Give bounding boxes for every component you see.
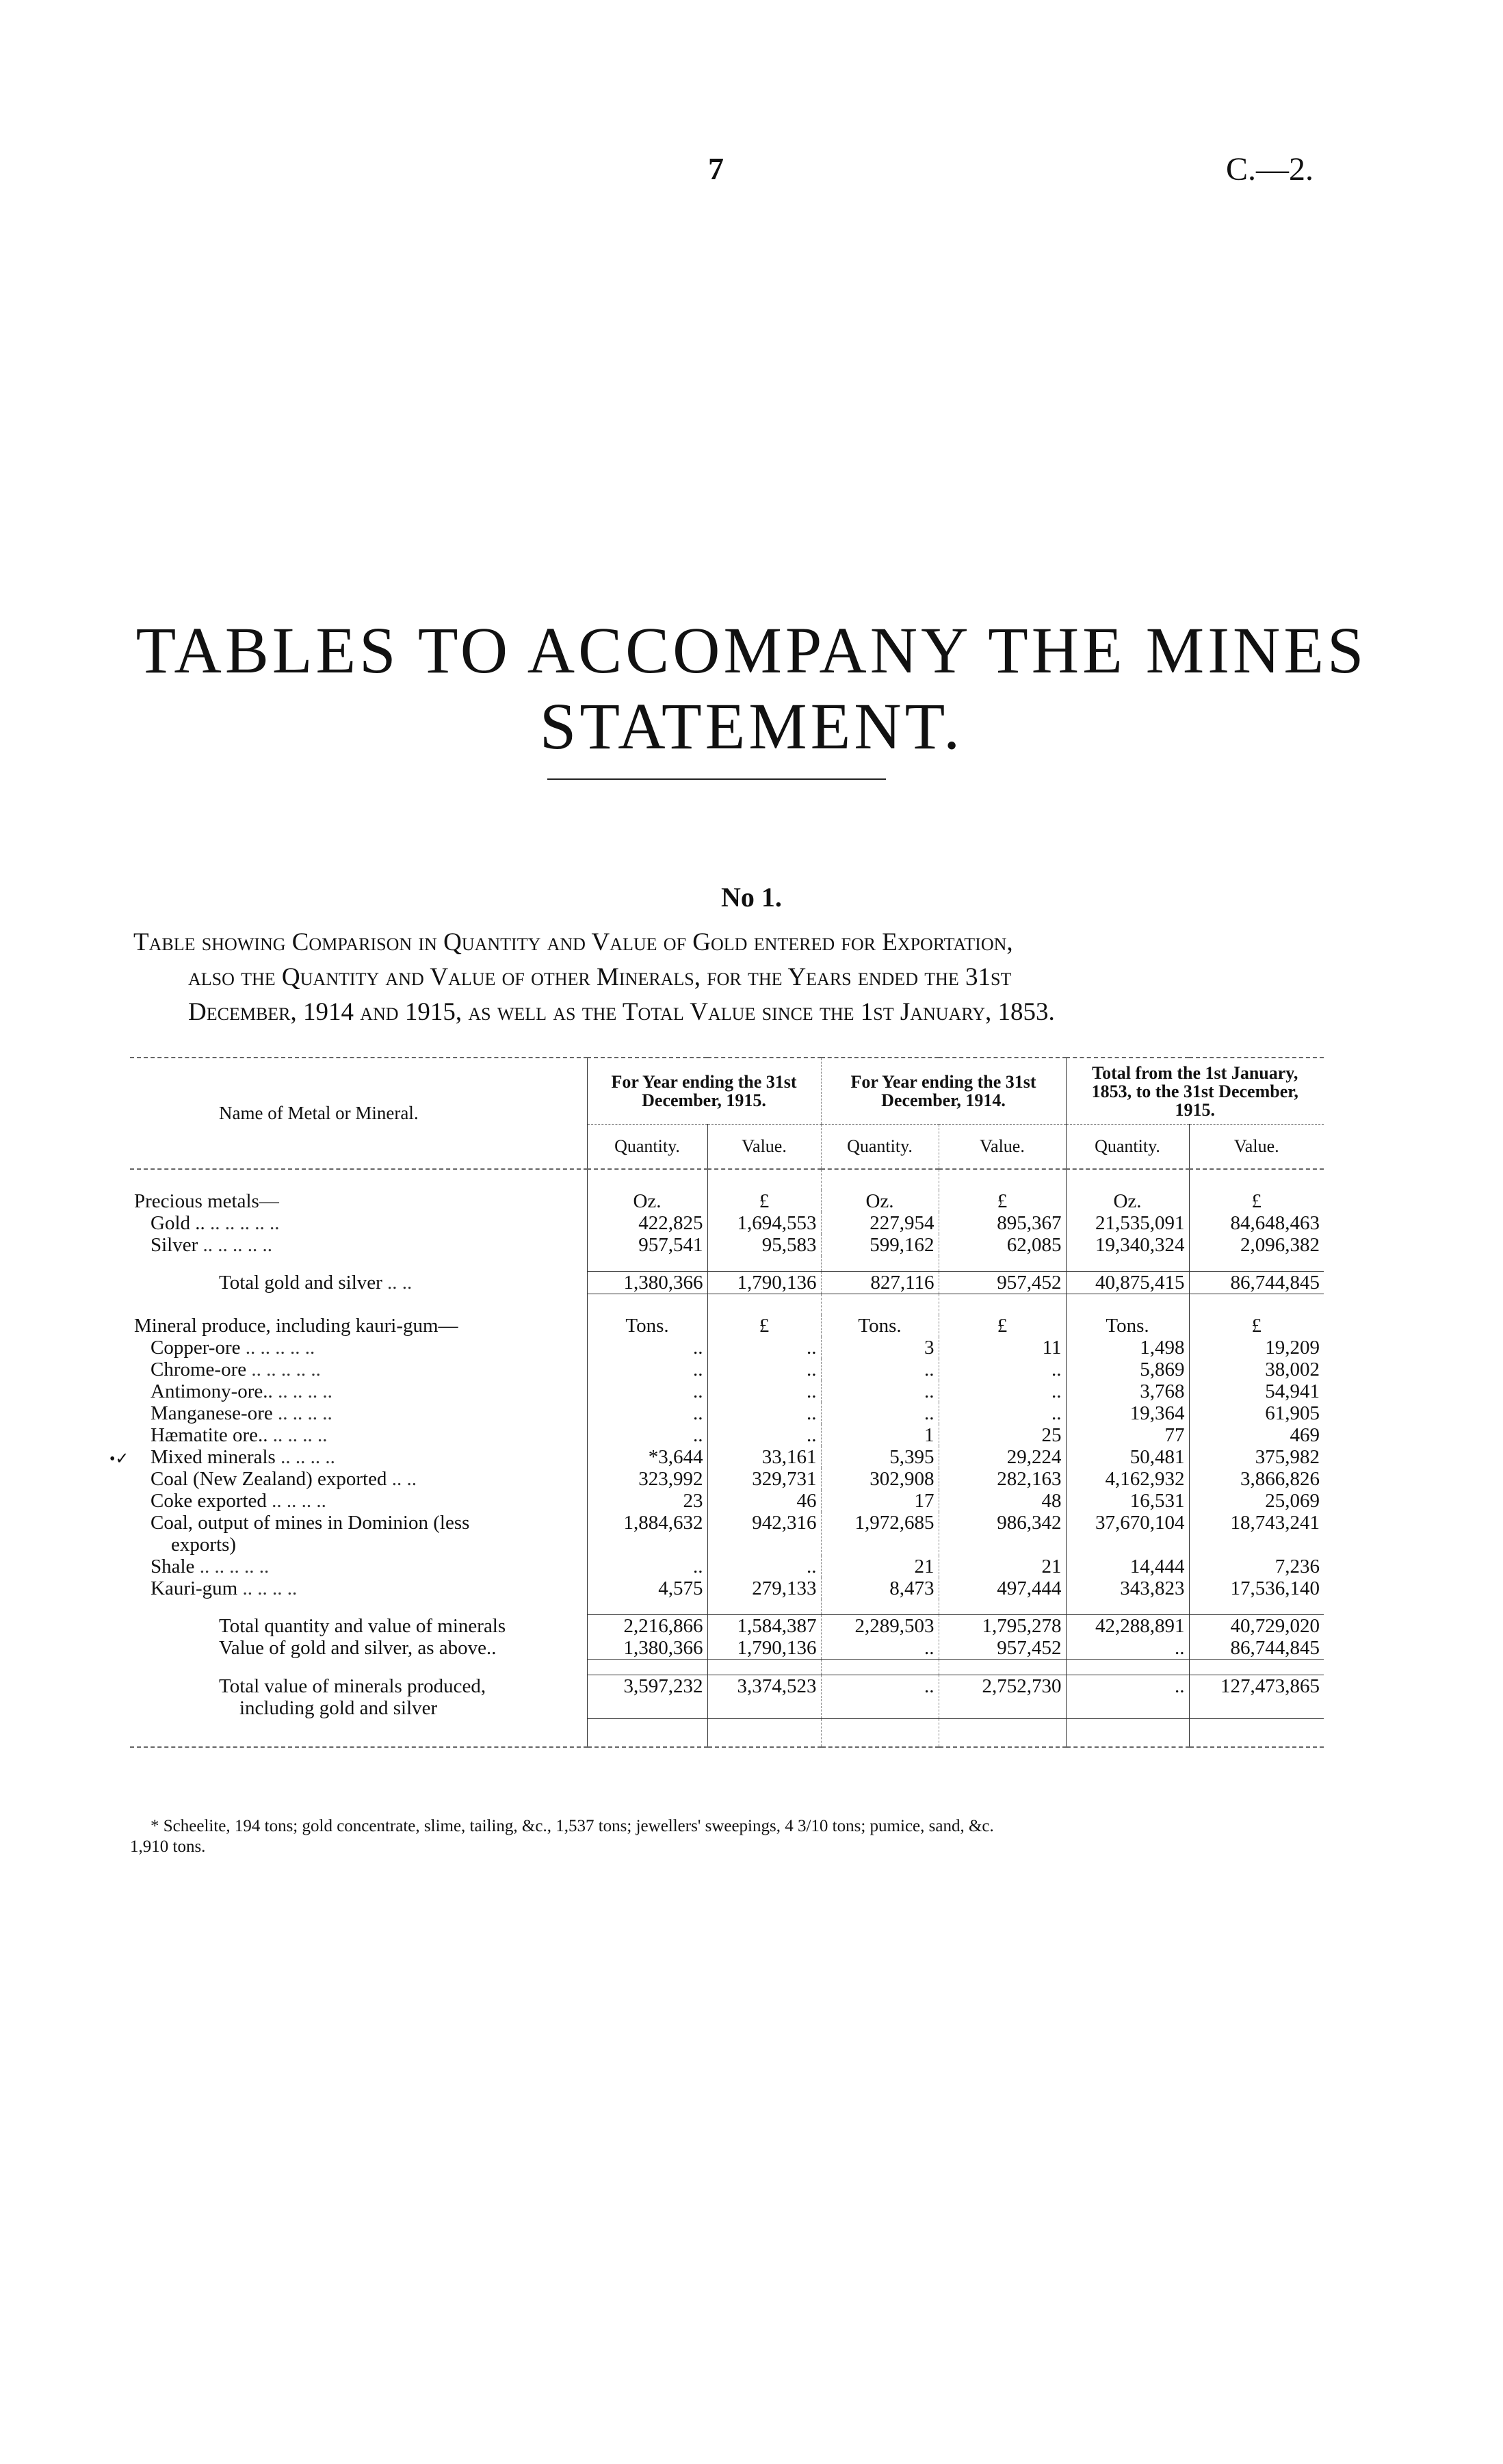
cell-value: 95,583 — [707, 1234, 821, 1256]
grand-total-row — [130, 1675, 1324, 1719]
cell-value: .. — [707, 1380, 821, 1402]
cell-value: 1,498 — [1066, 1337, 1189, 1359]
table-row — [130, 1424, 1324, 1446]
cell-value: 4,575 — [587, 1577, 707, 1599]
cell-value: 986,342 — [939, 1512, 1066, 1556]
cell-value: *3,644 — [587, 1446, 707, 1468]
cell-value: 46 — [707, 1490, 821, 1512]
cell-value: 17,536,140 — [1189, 1577, 1324, 1599]
unit-label: £ — [939, 1315, 1066, 1337]
sub-header-quantity: Quantity. — [587, 1125, 707, 1170]
unit-label: Tons. — [821, 1315, 939, 1337]
footnote-line: * Scheelite, 194 tons; gold concentrate, slime, tailing, &c., 1,537 tons; jewellers' sweepings, 4 3/10 tons; pumice, sand, &c. — [151, 1817, 994, 1835]
cell-value: 42,288,891 .. — [1066, 1615, 1189, 1660]
group-header-total: Total from the 1st January, 1853, to the 31st December, 1915. — [1066, 1058, 1324, 1125]
cell-value: 227,954 — [821, 1212, 939, 1234]
cell-value: 61,905 — [1189, 1402, 1324, 1424]
cell-value: 16,531 — [1066, 1490, 1189, 1512]
minerals-table — [130, 1057, 1324, 1748]
caption-line: Table showing Comparison in Quantity and Value of Gold entered for Exportation, — [133, 928, 1013, 956]
unit-label: £ — [707, 1315, 821, 1337]
cell-value: 1,884,632 — [587, 1512, 707, 1556]
cell-value: 497,444 — [939, 1577, 1066, 1599]
row-label: Kauri-gum .. .. .. .. — [151, 1577, 298, 1599]
unit-label: Oz. — [1066, 1190, 1189, 1212]
cell-value: 957,452 — [939, 1272, 1066, 1294]
cell-value: 19,364 — [1066, 1402, 1189, 1424]
unit-label: £ — [1189, 1315, 1324, 1337]
cell-value: 127,473,865 — [1189, 1675, 1324, 1719]
page-number: 7 — [708, 151, 724, 186]
row-label: Shale .. .. .. .. .. — [151, 1556, 270, 1577]
table-row — [130, 1468, 1324, 1490]
table-row — [130, 1512, 1324, 1556]
cell-value: 343,823 — [1066, 1577, 1189, 1599]
cell-value: 86,744,845 — [1189, 1272, 1324, 1294]
cell-value: 282,163 — [939, 1468, 1066, 1490]
table-row — [130, 1446, 1324, 1468]
sub-header-value: Value. — [1189, 1125, 1324, 1170]
row-label: Mixed minerals .. .. .. .. — [151, 1446, 335, 1468]
cell-value: 1,694,553 — [707, 1212, 821, 1234]
cell-value: 3,866,826 — [1189, 1468, 1324, 1490]
row-label: Manganese-ore .. .. .. .. — [151, 1402, 332, 1424]
cell-value: 17 — [821, 1490, 939, 1512]
table-row — [130, 1359, 1324, 1380]
cell-value: 11 — [939, 1337, 1066, 1359]
cell-value: 84,648,463 — [1189, 1212, 1324, 1234]
table-row — [130, 1490, 1324, 1512]
cell-value: .. — [1066, 1675, 1189, 1719]
cell-value: .. — [707, 1359, 821, 1380]
cell-value: 1,795,278 957,452 — [939, 1615, 1066, 1660]
unit-label: £ — [939, 1190, 1066, 1212]
table-number: No 1. — [721, 882, 782, 913]
cell-value: .. — [587, 1556, 707, 1577]
cell-value: 2,216,866 1,380,366 — [587, 1615, 707, 1660]
cell-value: 38,002 — [1189, 1359, 1324, 1380]
cell-value: 40,875,415 — [1066, 1272, 1189, 1294]
total-row — [130, 1272, 1324, 1294]
caption-line: December, 1914 and 1915, as well as the Total Value since the 1st January, 1853. — [188, 998, 1055, 1026]
cell-value: 895,367 — [939, 1212, 1066, 1234]
cell-value: 25,069 — [1189, 1490, 1324, 1512]
caption-line: also the Quantity and Value of other Minerals, for the Years ended the 31st — [188, 963, 1012, 991]
total-row — [130, 1615, 1324, 1660]
row-label: Gold .. .. .. .. .. .. — [151, 1212, 280, 1234]
cell-value: 323,992 — [587, 1468, 707, 1490]
row-label: Total quantity and value of minerals Value of gold and silver, as above.. — [219, 1614, 506, 1659]
unit-label: Tons. — [587, 1315, 707, 1337]
sub-header-value: Value. — [707, 1125, 821, 1170]
unit-label: Oz. — [821, 1190, 939, 1212]
cell-value: 1,380,366 — [587, 1272, 707, 1294]
cell-value: .. — [707, 1556, 821, 1577]
cell-value: .. — [939, 1402, 1066, 1424]
cell-value: 50,481 — [1066, 1446, 1189, 1468]
cell-value: .. — [821, 1675, 939, 1719]
cell-value: .. — [821, 1402, 939, 1424]
cell-value: 21 — [939, 1556, 1066, 1577]
row-label: Total value of minerals produced, including gold and silver — [219, 1675, 486, 1719]
cell-value: 329,731 — [707, 1468, 821, 1490]
row-label: Coal (New Zealand) exported .. .. — [151, 1468, 417, 1490]
cell-value: 1,972,685 — [821, 1512, 939, 1556]
cell-value: 302,908 — [821, 1468, 939, 1490]
section-heading-row — [130, 1315, 1324, 1337]
cell-value: 2,752,730 — [939, 1675, 1066, 1719]
cell-value: 37,670,104 — [1066, 1512, 1189, 1556]
section-heading: Precious metals— — [134, 1190, 279, 1212]
cell-value: 40,729,020 86,744,845 — [1189, 1615, 1324, 1660]
cell-value: 18,743,241 — [1189, 1512, 1324, 1556]
table-row — [130, 1577, 1324, 1599]
cell-value: .. — [587, 1359, 707, 1380]
cell-value: 8,473 — [821, 1577, 939, 1599]
cell-value: 25 — [939, 1424, 1066, 1446]
unit-label: Tons. — [1066, 1315, 1189, 1337]
unit-label: £ — [1189, 1190, 1324, 1212]
document-reference: C.—2. — [1226, 151, 1314, 187]
unit-label: £ — [707, 1190, 821, 1212]
cell-value: 957,541 — [587, 1234, 707, 1256]
cell-value: 3,768 — [1066, 1380, 1189, 1402]
cell-value: 5,395 — [821, 1446, 939, 1468]
cell-value: .. — [821, 1359, 939, 1380]
group-header-1915: For Year ending the 31st December, 1915. — [587, 1058, 821, 1125]
table-row — [130, 1380, 1324, 1402]
cell-value: .. — [939, 1359, 1066, 1380]
cell-value: 279,133 — [707, 1577, 821, 1599]
cell-value: 33,161 — [707, 1446, 821, 1468]
row-label: Coal, output of mines in Dominion (less exports) — [151, 1512, 470, 1556]
group-header-1914: For Year ending the 31st December, 1914. — [821, 1058, 1066, 1125]
table-row — [130, 1234, 1324, 1256]
cell-value: .. — [587, 1402, 707, 1424]
table-row — [130, 1402, 1324, 1424]
cell-value: 21,535,091 — [1066, 1212, 1189, 1234]
sub-header-quantity: Quantity. — [821, 1125, 939, 1170]
table-caption — [133, 925, 1331, 1030]
cell-value: 29,224 — [939, 1446, 1066, 1468]
cell-value: 19,340,324 — [1066, 1234, 1189, 1256]
table-row — [130, 1337, 1324, 1359]
sub-header-value: Value. — [939, 1125, 1066, 1170]
cell-value: 1,584,387 1,790,136 — [707, 1615, 821, 1660]
cell-value: 3,597,232 — [587, 1675, 707, 1719]
table-row — [130, 1556, 1324, 1577]
cell-value: 375,982 — [1189, 1446, 1324, 1468]
row-label: Copper-ore .. .. .. .. .. — [151, 1337, 315, 1359]
row-label: Antimony-ore.. .. .. .. .. — [151, 1380, 332, 1402]
cell-value: .. — [821, 1380, 939, 1402]
cell-value: 5,869 — [1066, 1359, 1189, 1380]
cell-value: 422,825 — [587, 1212, 707, 1234]
footnote-line: 1,910 tons. — [130, 1837, 206, 1856]
cell-value: 14,444 — [1066, 1556, 1189, 1577]
unit-label: Oz. — [587, 1190, 707, 1212]
cell-value: 1,790,136 — [707, 1272, 821, 1294]
cell-value: 3,374,523 — [707, 1675, 821, 1719]
row-label: Total gold and silver .. .. — [219, 1271, 413, 1294]
row-label: Hæmatite ore.. .. .. .. .. — [151, 1424, 328, 1446]
cell-value: .. — [939, 1380, 1066, 1402]
cell-value: .. — [587, 1424, 707, 1446]
row-label: Chrome-ore .. .. .. .. .. — [151, 1359, 321, 1380]
cell-value: 48 — [939, 1490, 1066, 1512]
footnote — [130, 1816, 1324, 1857]
title-rule — [547, 778, 886, 780]
cell-value: 54,941 — [1189, 1380, 1324, 1402]
cell-value: 599,162 — [821, 1234, 939, 1256]
cell-value: 4,162,932 — [1066, 1468, 1189, 1490]
cell-value: 21 — [821, 1556, 939, 1577]
cell-value: .. — [707, 1424, 821, 1446]
cell-value: 7,236 — [1189, 1556, 1324, 1577]
cell-value: 942,316 — [707, 1512, 821, 1556]
cell-value: 23 — [587, 1490, 707, 1512]
cell-value: 77 — [1066, 1424, 1189, 1446]
page-title: TABLES TO ACCOMPANY THE MINES STATEMENT. — [135, 614, 1368, 763]
margin-mark: •✓ — [109, 1450, 129, 1468]
cell-value: .. — [587, 1337, 707, 1359]
cell-value: 3 — [821, 1337, 939, 1359]
cell-value: .. — [707, 1402, 821, 1424]
cell-value: 1 — [821, 1424, 939, 1446]
sub-header-quantity: Quantity. — [1066, 1125, 1189, 1170]
cell-value: 827,116 — [821, 1272, 939, 1294]
cell-value: .. — [707, 1337, 821, 1359]
cell-value: 62,085 — [939, 1234, 1066, 1256]
table-row — [130, 1212, 1324, 1234]
name-column-header: Name of Metal or Mineral. — [219, 1103, 419, 1123]
row-label: Coke exported .. .. .. .. — [151, 1490, 326, 1512]
cell-value: 19,209 — [1189, 1337, 1324, 1359]
cell-value: .. — [587, 1380, 707, 1402]
section-heading: Mineral produce, including kauri-gum— — [134, 1315, 458, 1337]
cell-value: 2,096,382 — [1189, 1234, 1324, 1256]
cell-value: 469 — [1189, 1424, 1324, 1446]
section-heading-row — [130, 1190, 1324, 1212]
cell-value: 2,289,503 .. — [821, 1615, 939, 1660]
row-label: Silver .. .. .. .. .. — [151, 1234, 273, 1256]
